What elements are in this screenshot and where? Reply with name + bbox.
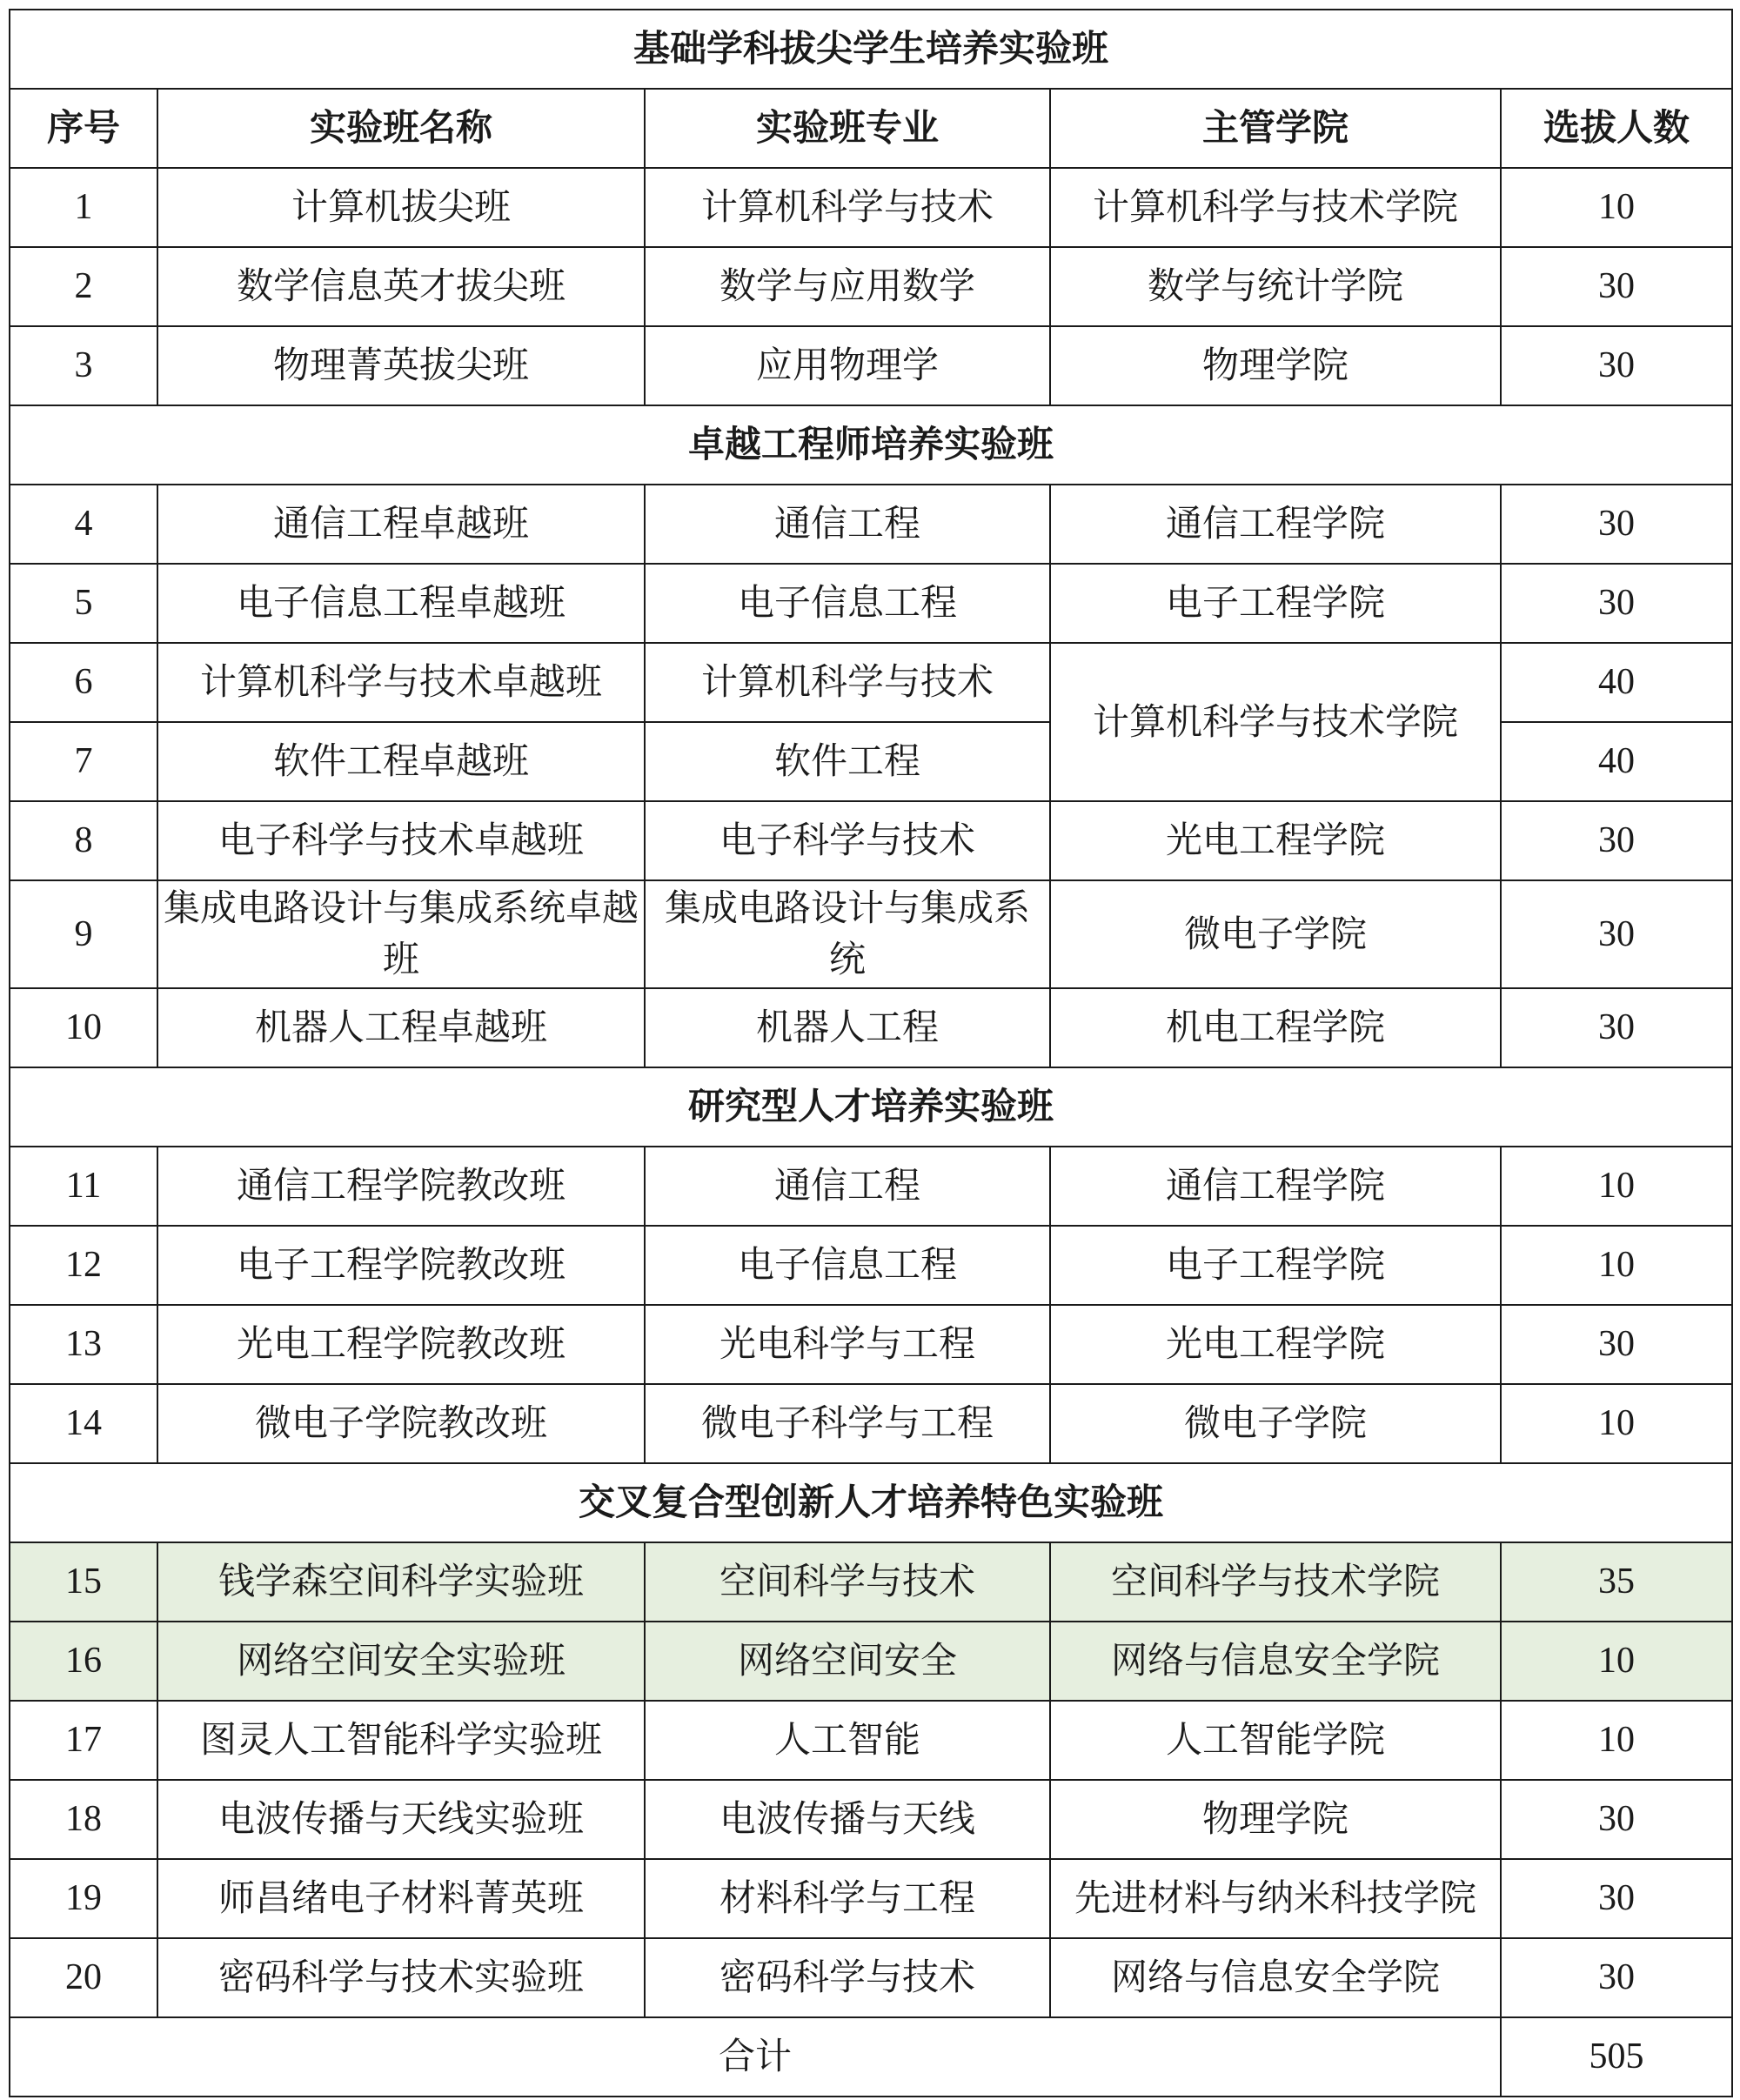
cell-college: 微电子学院 (1050, 1384, 1501, 1463)
cell-major: 电子科学与技术 (645, 801, 1050, 880)
total-count: 505 (1501, 2017, 1732, 2097)
cell-college: 电子工程学院 (1050, 564, 1501, 643)
cell-major: 计算机科学与技术 (645, 168, 1050, 247)
table-row (10, 1226, 1732, 1305)
header-count: 选拔人数 (1501, 89, 1732, 168)
cell-count: 30 (1501, 988, 1732, 1067)
cell-count: 10 (1501, 168, 1732, 247)
cell-major: 机器人工程 (645, 988, 1050, 1067)
cell-college: 通信工程学院 (1050, 1147, 1501, 1226)
cell-major: 计算机科学与技术 (645, 643, 1050, 722)
cell-name: 通信工程学院教改班 (157, 1147, 645, 1226)
cell-major: 密码科学与技术 (645, 1938, 1050, 2017)
cell-name: 机器人工程卓越班 (157, 988, 645, 1067)
cell-major: 数学与应用数学 (645, 247, 1050, 326)
cell-name: 电子科学与技术卓越班 (157, 801, 645, 880)
cell-name: 数学信息英才拔尖班 (157, 247, 645, 326)
section-title: 研究型人才培养实验班 (10, 1067, 1732, 1147)
cell-count: 10 (1501, 1226, 1732, 1305)
cell-seq: 20 (10, 1938, 157, 2017)
cell-name: 计算机科学与技术卓越班 (157, 643, 645, 722)
cell-college: 机电工程学院 (1050, 988, 1501, 1067)
cell-count: 30 (1501, 485, 1732, 564)
cell-college: 空间科学与技术学院 (1050, 1542, 1501, 1622)
table-row (10, 326, 1732, 405)
cell-seq: 19 (10, 1859, 157, 1938)
cell-seq: 6 (10, 643, 157, 722)
cell-seq: 11 (10, 1147, 157, 1226)
cell-name: 光电工程学院教改班 (157, 1305, 645, 1384)
table-row (10, 1938, 1732, 2017)
experimental-class-table (9, 9, 1733, 2097)
total-label: 合计 (10, 2017, 1501, 2097)
cell-name: 网络空间安全实验班 (157, 1622, 645, 1701)
cell-name: 钱学森空间科学实验班 (157, 1542, 645, 1622)
cell-major: 电波传播与天线 (645, 1780, 1050, 1859)
table-row (10, 1859, 1732, 1938)
cell-count: 30 (1501, 1305, 1732, 1384)
cell-major: 通信工程 (645, 1147, 1050, 1226)
cell-name: 微电子学院教改班 (157, 1384, 645, 1463)
cell-college: 通信工程学院 (1050, 485, 1501, 564)
cell-count: 30 (1501, 247, 1732, 326)
cell-count: 30 (1501, 880, 1732, 988)
cell-college: 先进材料与纳米科技学院 (1050, 1859, 1501, 1938)
cell-count: 40 (1501, 722, 1732, 801)
cell-major: 微电子科学与工程 (645, 1384, 1050, 1463)
cell-college: 电子工程学院 (1050, 1226, 1501, 1305)
cell-seq: 17 (10, 1701, 157, 1780)
cell-seq: 10 (10, 988, 157, 1067)
cell-seq: 18 (10, 1780, 157, 1859)
cell-major: 电子信息工程 (645, 1226, 1050, 1305)
table-row (10, 1384, 1732, 1463)
column-header-row (10, 89, 1732, 168)
cell-count: 30 (1501, 1859, 1732, 1938)
cell-name: 师昌绪电子材料菁英班 (157, 1859, 645, 1938)
cell-major: 光电科学与工程 (645, 1305, 1050, 1384)
section-title: 交叉复合型创新人才培养特色实验班 (10, 1463, 1732, 1542)
table-row (10, 1305, 1732, 1384)
cell-seq: 1 (10, 168, 157, 247)
cell-name: 电子工程学院教改班 (157, 1226, 645, 1305)
cell-major: 应用物理学 (645, 326, 1050, 405)
cell-name: 电波传播与天线实验班 (157, 1780, 645, 1859)
cell-seq: 12 (10, 1226, 157, 1305)
table-row (10, 988, 1732, 1067)
cell-name: 软件工程卓越班 (157, 722, 645, 801)
section-title: 卓越工程师培养实验班 (10, 405, 1732, 485)
cell-count: 10 (1501, 1701, 1732, 1780)
cell-seq: 5 (10, 564, 157, 643)
cell-seq: 7 (10, 722, 157, 801)
header-college: 主管学院 (1050, 89, 1501, 168)
cell-college: 物理学院 (1050, 326, 1501, 405)
cell-college: 微电子学院 (1050, 880, 1501, 988)
section-header-row (10, 1067, 1732, 1147)
cell-seq: 2 (10, 247, 157, 326)
cell-count: 10 (1501, 1147, 1732, 1226)
table-row (10, 643, 1732, 722)
cell-name: 密码科学与技术实验班 (157, 1938, 645, 2017)
cell-seq: 16 (10, 1622, 157, 1701)
table-row (10, 168, 1732, 247)
cell-count: 30 (1501, 326, 1732, 405)
cell-major: 材料科学与工程 (645, 1859, 1050, 1938)
cell-major: 人工智能 (645, 1701, 1050, 1780)
cell-name: 电子信息工程卓越班 (157, 564, 645, 643)
cell-seq: 14 (10, 1384, 157, 1463)
section-title: 基础学科拔尖学生培养实验班 (10, 10, 1732, 89)
table-row (10, 1147, 1732, 1226)
table-row (10, 247, 1732, 326)
header-seq: 序号 (10, 89, 157, 168)
cell-count: 10 (1501, 1384, 1732, 1463)
cell-name: 计算机拔尖班 (157, 168, 645, 247)
cell-count: 30 (1501, 1780, 1732, 1859)
table-row (10, 1701, 1732, 1780)
cell-college: 网络与信息安全学院 (1050, 1938, 1501, 2017)
table-row (10, 564, 1732, 643)
table-row-highlighted (10, 1622, 1732, 1701)
header-major: 实验班专业 (645, 89, 1050, 168)
cell-name: 图灵人工智能科学实验班 (157, 1701, 645, 1780)
cell-seq: 8 (10, 801, 157, 880)
cell-count: 30 (1501, 1938, 1732, 2017)
cell-seq: 3 (10, 326, 157, 405)
cell-seq: 4 (10, 485, 157, 564)
section-header-row (10, 405, 1732, 485)
table-row (10, 1780, 1732, 1859)
cell-major: 集成电路设计与集成系统 (645, 880, 1050, 988)
cell-name: 物理菁英拔尖班 (157, 326, 645, 405)
cell-college-merged: 计算机科学与技术学院 (1050, 643, 1501, 801)
cell-college: 光电工程学院 (1050, 1305, 1501, 1384)
cell-seq: 15 (10, 1542, 157, 1622)
cell-count: 40 (1501, 643, 1732, 722)
cell-major: 电子信息工程 (645, 564, 1050, 643)
cell-name: 集成电路设计与集成系统卓越班 (157, 880, 645, 988)
header-name: 实验班名称 (157, 89, 645, 168)
table-row (10, 485, 1732, 564)
cell-major: 软件工程 (645, 722, 1050, 801)
cell-count: 10 (1501, 1622, 1732, 1701)
cell-college: 人工智能学院 (1050, 1701, 1501, 1780)
cell-college: 网络与信息安全学院 (1050, 1622, 1501, 1701)
cell-count: 35 (1501, 1542, 1732, 1622)
cell-college: 光电工程学院 (1050, 801, 1501, 880)
section-header-row (10, 10, 1732, 89)
cell-major: 空间科学与技术 (645, 1542, 1050, 1622)
table-row (10, 801, 1732, 880)
cell-college: 计算机科学与技术学院 (1050, 168, 1501, 247)
cell-seq: 13 (10, 1305, 157, 1384)
cell-seq: 9 (10, 880, 157, 988)
table-row-highlighted (10, 1542, 1732, 1622)
cell-count: 30 (1501, 564, 1732, 643)
cell-college: 数学与统计学院 (1050, 247, 1501, 326)
cell-count: 30 (1501, 801, 1732, 880)
cell-name: 通信工程卓越班 (157, 485, 645, 564)
section-header-row (10, 1463, 1732, 1542)
total-row (10, 2017, 1732, 2097)
table-row (10, 880, 1732, 988)
cell-major: 通信工程 (645, 485, 1050, 564)
cell-major: 网络空间安全 (645, 1622, 1050, 1701)
cell-college: 物理学院 (1050, 1780, 1501, 1859)
